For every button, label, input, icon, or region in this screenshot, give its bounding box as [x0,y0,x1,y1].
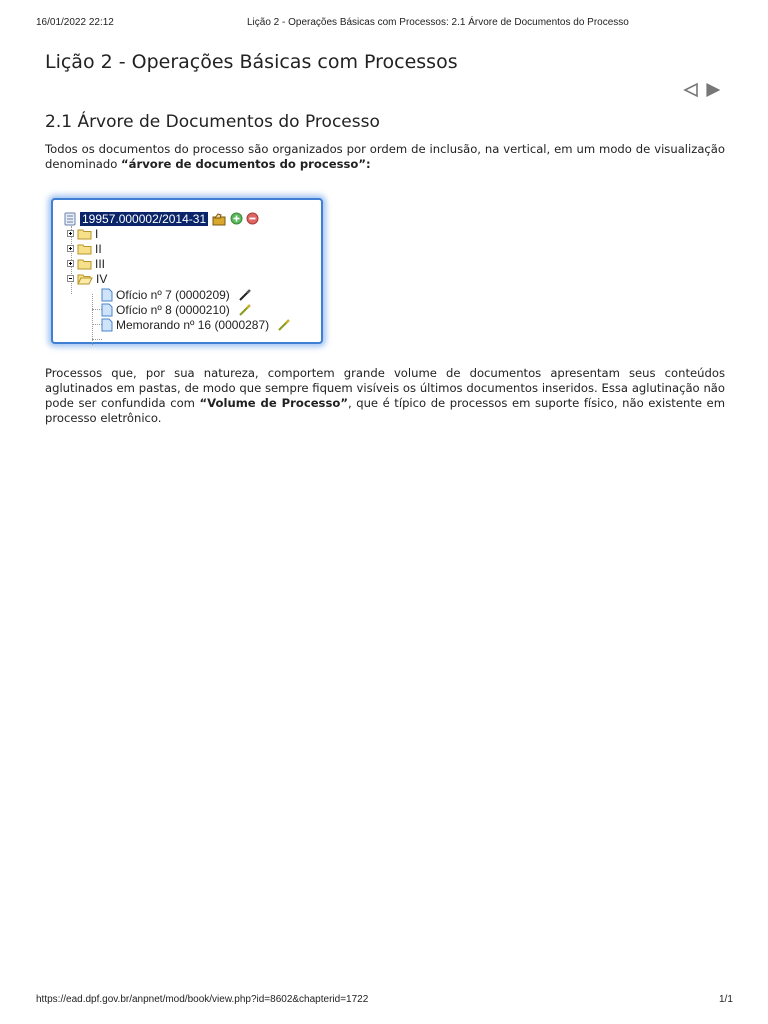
folder-icon [77,258,92,270]
document-label[interactable]: Ofício nº 8 (0000210) [116,302,230,317]
process-number[interactable]: 19957.000002/2014-31 [82,211,207,226]
pen-icon[interactable] [238,303,252,317]
expand-icon[interactable] [67,230,74,237]
intro-text: Todos os documentos do processo são organizados por ordem de inclusão, na vertical, em um modo de visualização denominado [45,142,725,171]
collapse-icon[interactable] [67,275,74,282]
volume-paragraph [45,366,725,426]
print-footer-url: https://ead.dpf.gov.br/anpnet/mod/book/view.php?id=8602&chapterid=1722 [36,994,369,1005]
tree-figure [51,198,323,344]
intro-bold-text: “árvore de documentos do processo”: [121,157,371,171]
folder-icon [77,228,92,240]
folder-label[interactable]: IV [96,271,108,286]
remove-icon[interactable] [246,212,259,225]
chapter-title: Lição 2 - Operações Básicas com Processos [45,51,458,73]
document-label[interactable]: Memorando nº 16 (0000287) [116,317,270,332]
volume-text-before: Processos que, por sua natureza, comportem grande volume de documentos apresentam seus conteúdos aglutinados em pastas, de modo que sempre fiquem visíveis os últimos documentos inseridos. Essa aglutinação não pode ser confundida com [45,366,725,410]
tree-folder-item[interactable] [67,226,98,241]
open-folder-icon [77,273,93,285]
volume-text-after: , que é típico de processos em suporte físico, não existente em processo eletrônico. [45,396,725,425]
tree-document-item[interactable] [101,302,252,317]
folder-label[interactable]: II [95,241,102,256]
tree-folder-item[interactable] [67,256,105,271]
print-header-title: Lição 2 - Operações Básicas com Processos: 2.1 Árvore de Documentos do Processo [247,17,629,28]
intro-paragraph [45,142,725,172]
add-icon[interactable] [230,212,243,225]
print-footer-page: 1/1 [719,994,733,1005]
section-title: 2.1 Árvore de Documentos do Processo [45,112,380,132]
triangle-left-icon[interactable] [683,82,699,98]
tree-document-item[interactable] [101,287,252,302]
folder-label[interactable]: III [95,256,106,271]
tree-document-item[interactable] [101,317,291,332]
folder-label[interactable]: I [95,226,99,241]
pen-icon[interactable] [238,288,252,302]
expand-icon[interactable] [67,260,74,267]
print-header-date: 16/01/2022 22:12 [36,17,114,28]
chapter-navigation [683,82,721,98]
tree-connector [92,339,102,340]
pen-icon[interactable] [277,318,291,332]
tree-root[interactable] [63,211,259,226]
tree-connector [92,294,93,345]
tree-folder-item[interactable] [67,241,102,256]
document-icon [101,303,113,317]
expand-icon[interactable] [67,245,74,252]
folder-icon [77,243,92,255]
process-icon [63,212,77,226]
tree-folder-item[interactable] [67,271,107,286]
document-icon [101,288,113,302]
hand-folder-icon[interactable] [212,212,228,226]
triangle-right-icon[interactable] [705,82,721,98]
document-icon [101,318,113,332]
document-label[interactable]: Ofício nº 7 (0000209) [116,287,230,302]
volume-bold-text: “Volume de Processo” [199,396,348,410]
